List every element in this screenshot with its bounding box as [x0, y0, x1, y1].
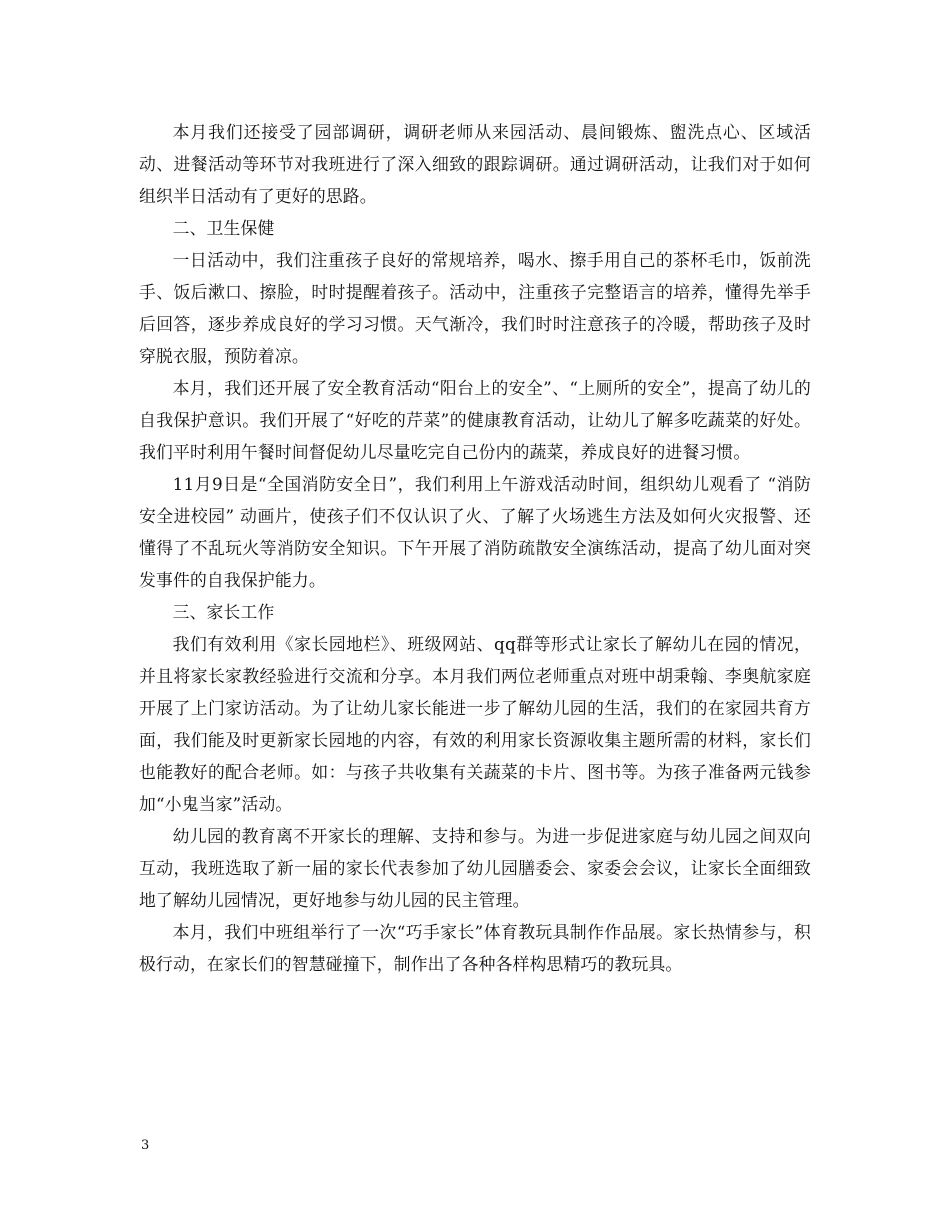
- paragraph-fire-safety-day: 11月9日是“全国消防安全日”，我们利用上午游戏活动时间，组织幼儿观看了 “消防安全进校园” 动画片，使孩子们不仅认识了火、了解了火场逃生方法及如何火灾报警、还懂得了不乱玩火等消防安全知识。下午开展了消防疏散安全演练活动，提高了幼儿面对突发事件的自我保护能力。: [139, 474, 811, 590]
- paragraph-toy-exhibition: 本月，我们中班组举行了一次“巧手家长”体育教玩具制作作品展。家长热情参与，积极行动，在家长们的智慧碰撞下，制作出了各种各样构思精巧的教玩具。: [139, 922, 811, 974]
- paragraph-daily-routine: 一日活动中，我们注重孩子良好的常规培养，喝水、擦手用自己的茶杯毛巾，饭前洗手、饭后漱口、擦脸，时时提醒着孩子。活动中，注重孩子完整语言的培养，懂得先举手后回答，逐步养成良好的学习习惯。天气渐冷，我们时时注意孩子的冷暖，帮助孩子及时穿脱衣服，预防着凉。: [139, 250, 811, 366]
- page-number: 3: [141, 1138, 150, 1153]
- paragraph-parent-committee: 幼儿园的教育离不开家长的理解、支持和参与。为进一步促进家庭与幼儿园之间双向互动，我班选取了新一届的家长代表参加了幼儿园膳委会、家委会会议，让家长全面细致地了解幼儿园情况，更好地参与幼儿园的民主管理。: [139, 826, 811, 910]
- paragraph-safety-education: 本月，我们还开展了安全教育活动“阳台上的安全”、“上厕所的安全”，提高了幼儿的自我保护意识。我们开展了“好吃的芹菜”的健康教育活动，让幼儿了解多吃蔬菜的好处。我们平时利用午餐时间督促幼儿尽量吃完自己份内的蔬菜，养成良好的进餐习惯。: [139, 378, 811, 462]
- section-heading-health: 二、卫生保健: [172, 218, 275, 238]
- paragraph-research: 本月我们还接受了园部调研，调研老师从来园活动、晨间锻炼、盥洗点心、区域活动、进餐活动等环节对我班进行了深入细致的跟踪调研。通过调研活动，让我们对于如何组织半日活动有了更好的思路。: [139, 122, 811, 206]
- section-heading-parents: 三、家长工作: [172, 602, 275, 622]
- document-body: [139, 116, 811, 980]
- paragraph-parent-communication: 我们有效利用《家长园地栏》、班级网站、qq群等形式让家长了解幼儿在园的情况，并且将家长家教经验进行交流和分享。本月我们两位老师重点对班中胡秉翰、李奥航家庭开展了上门家访活动。为了让幼儿家长能进一步了解幼儿园的生活，我们的在家园共育方面，我们能及时更新家长园地的内容，有效的利用家长资源收集主题所需的材料，家长们也能教好的配合老师。如：与孩子共收集有关蔬菜的卡片、图书等。为孩子准备两元钱参加“小鬼当家”活动。: [139, 634, 811, 814]
